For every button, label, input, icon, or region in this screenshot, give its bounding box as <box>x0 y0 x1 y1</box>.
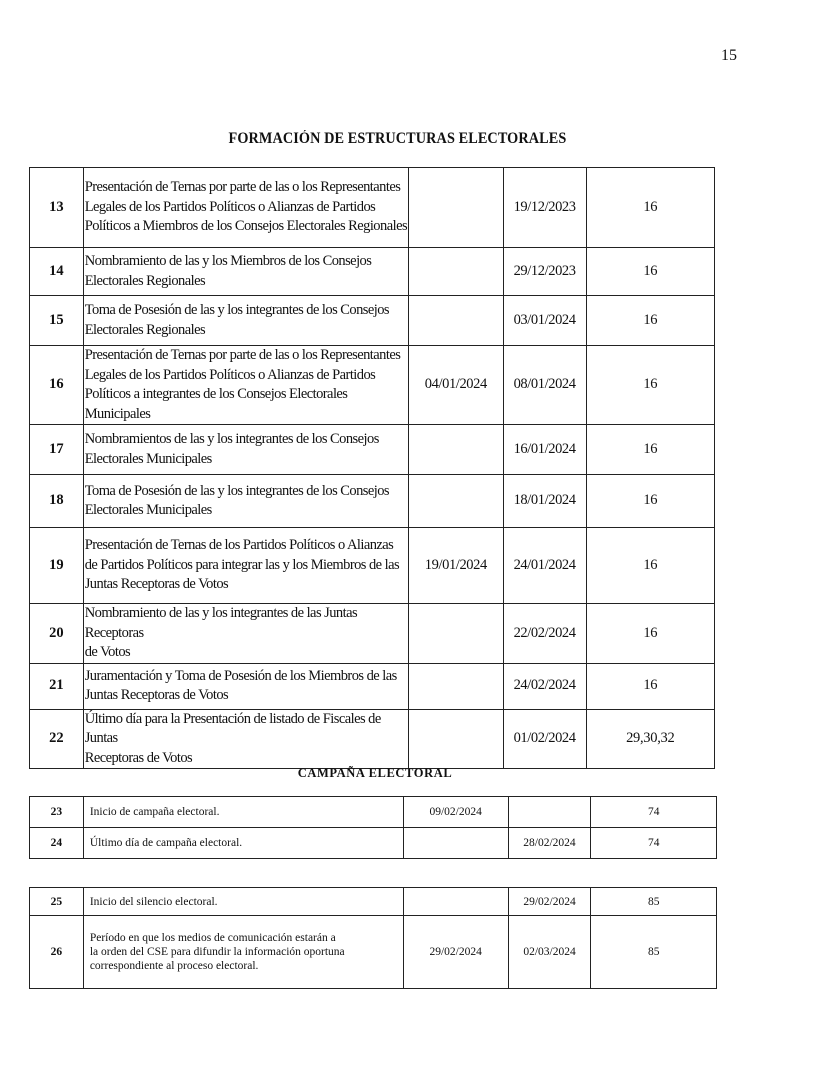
row-number: 20 <box>30 604 84 664</box>
row-number: 26 <box>30 916 84 989</box>
article-reference: 16 <box>586 663 714 709</box>
description-line: Último día de campaña electoral. <box>89 837 243 849</box>
article-reference: 74 <box>591 828 717 859</box>
article-reference: 16 <box>586 346 714 425</box>
row-number: 17 <box>30 425 84 475</box>
row-number: 14 <box>30 248 84 296</box>
start-date <box>408 296 503 346</box>
description-line: Inicio de campaña electoral. <box>89 806 220 818</box>
description-line: Toma de Posesión de las y los integrantes de los Consejos <box>84 482 390 499</box>
activity-description <box>83 604 408 664</box>
description-line: Electorales Municipales <box>84 502 212 518</box>
start-date <box>408 475 503 528</box>
row-number: 25 <box>30 888 84 916</box>
start-date: 09/02/2024 <box>403 797 508 828</box>
row-number: 19 <box>30 528 84 604</box>
end-date: 29/12/2023 <box>503 248 586 296</box>
start-date: 04/01/2024 <box>408 346 503 425</box>
article-reference: 16 <box>586 604 714 664</box>
description-line: Juntas Receptoras de Votos <box>84 576 229 593</box>
activity-description <box>83 797 403 828</box>
activity-description <box>83 168 408 248</box>
table-silencio-electoral <box>29 887 717 989</box>
table-row <box>30 797 717 828</box>
article-reference: 85 <box>591 888 717 916</box>
description-line: Electorales Regionales <box>84 272 206 289</box>
end-date: 22/02/2024 <box>503 604 586 664</box>
description-line: Nombramiento de las y los Miembros de los Consejos <box>84 253 372 269</box>
row-number: 22 <box>30 709 84 769</box>
table-row <box>30 828 717 859</box>
table-row <box>30 248 715 296</box>
row-number: 18 <box>30 475 84 528</box>
activity-description <box>83 828 403 859</box>
description-line: Legales de los Partidos Políticos o Alianzas de Partidos <box>84 198 376 215</box>
description-line: Toma de Posesión de las y los integrantes de los Consejos <box>84 302 390 318</box>
start-date <box>408 709 503 769</box>
row-number: 13 <box>30 168 84 248</box>
end-date: 03/01/2024 <box>503 296 586 346</box>
end-date: 01/02/2024 <box>503 709 586 769</box>
article-reference: 16 <box>586 425 714 475</box>
section-title-formacion: FORMACIÓN DE ESTRUCTURAS ELECTORALES <box>228 130 567 147</box>
description-line: de Partidos Políticos para integrar las y los Miembros de las <box>84 556 400 573</box>
table-row <box>30 916 717 989</box>
activity-description <box>83 296 408 346</box>
end-date: 16/01/2024 <box>503 425 586 475</box>
article-reference: 16 <box>586 528 714 604</box>
table-campana-electoral <box>29 796 717 859</box>
end-date: 18/01/2024 <box>503 475 586 528</box>
description-line: Presentación de Ternas por parte de las o los Representantes <box>84 347 401 363</box>
description-line: Electorales Regionales <box>84 321 206 338</box>
description-line: Juramentación y Toma de Posesión de los Miembros de las <box>84 667 397 684</box>
article-reference: 74 <box>591 797 717 828</box>
row-number: 21 <box>30 663 84 709</box>
table-row <box>30 296 715 346</box>
table-row <box>30 168 715 248</box>
row-number: 24 <box>30 828 84 859</box>
end-date: 08/01/2024 <box>503 346 586 425</box>
section-title-campana: CAMPAÑA ELECTORAL <box>297 766 453 780</box>
article-reference: 16 <box>586 248 714 296</box>
activity-description <box>83 346 408 425</box>
table-row <box>30 604 715 664</box>
start-date <box>408 168 503 248</box>
start-date <box>403 828 508 859</box>
row-number: 16 <box>30 346 84 425</box>
article-reference: 16 <box>586 168 714 248</box>
table-row <box>30 709 715 769</box>
description-line: Nombramientos de las y los integrantes de los Consejos <box>84 431 379 447</box>
activity-description <box>83 528 408 604</box>
table-row <box>30 528 715 604</box>
description-line: de Votos <box>84 644 131 660</box>
activity-description <box>83 888 403 916</box>
start-date: 29/02/2024 <box>403 916 508 989</box>
description-line: Último día para la Presentación de listado de Fiscales de Juntas <box>84 710 381 746</box>
end-date: 02/03/2024 <box>508 916 591 989</box>
activity-description <box>83 709 408 769</box>
description-line: Presentación de Ternas por parte de las o los Representantes <box>84 179 401 196</box>
description-line: Electorales Municipales <box>84 450 212 467</box>
table-row <box>30 888 717 916</box>
table-row <box>30 663 715 709</box>
description-line: Presentación de Ternas de los Partidos Políticos o Alianzas <box>84 537 394 554</box>
page-number: 15 <box>721 47 737 64</box>
description-line: la orden del CSE para difundir la información oportuna <box>89 946 345 958</box>
end-date: 19/12/2023 <box>503 168 586 248</box>
article-reference: 85 <box>591 916 717 989</box>
end-date: 28/02/2024 <box>508 828 591 859</box>
table-row <box>30 475 715 528</box>
start-date: 19/01/2024 <box>408 528 503 604</box>
article-reference: 29,30,32 <box>586 709 714 769</box>
table-row <box>30 346 715 425</box>
end-date <box>508 797 591 828</box>
row-number: 23 <box>30 797 84 828</box>
description-line: Políticos a Miembros de los Consejos Electorales Regionales <box>84 218 408 235</box>
description-line: correspondiente al proceso electoral. <box>89 960 259 972</box>
description-line: Legales de los Partidos Políticos o Alianzas de Partidos <box>84 366 376 383</box>
description-line: Nombramiento de las y los integrantes de las Juntas Receptoras <box>84 605 358 641</box>
table-formacion-estructuras <box>29 167 715 769</box>
activity-description <box>83 425 408 475</box>
article-reference: 16 <box>586 475 714 528</box>
start-date <box>408 604 503 664</box>
row-number: 15 <box>30 296 84 346</box>
end-date: 24/02/2024 <box>503 663 586 709</box>
table-row <box>30 425 715 475</box>
end-date: 29/02/2024 <box>508 888 591 916</box>
start-date <box>408 248 503 296</box>
activity-description <box>83 663 408 709</box>
description-line: Período en que los medios de comunicación estarán a <box>89 932 336 944</box>
activity-description <box>83 475 408 528</box>
article-reference: 16 <box>586 296 714 346</box>
activity-description <box>83 916 403 989</box>
end-date: 24/01/2024 <box>503 528 586 604</box>
activity-description <box>83 248 408 296</box>
start-date <box>403 888 508 916</box>
description-line: Receptoras de Votos <box>84 749 193 766</box>
start-date <box>408 663 503 709</box>
description-line: Juntas Receptoras de Votos <box>84 687 229 703</box>
description-line: Inicio del silencio electoral. <box>89 895 218 908</box>
description-line: Políticos a integrantes de los Consejos Electorales Municipales <box>84 386 348 422</box>
start-date <box>408 425 503 475</box>
